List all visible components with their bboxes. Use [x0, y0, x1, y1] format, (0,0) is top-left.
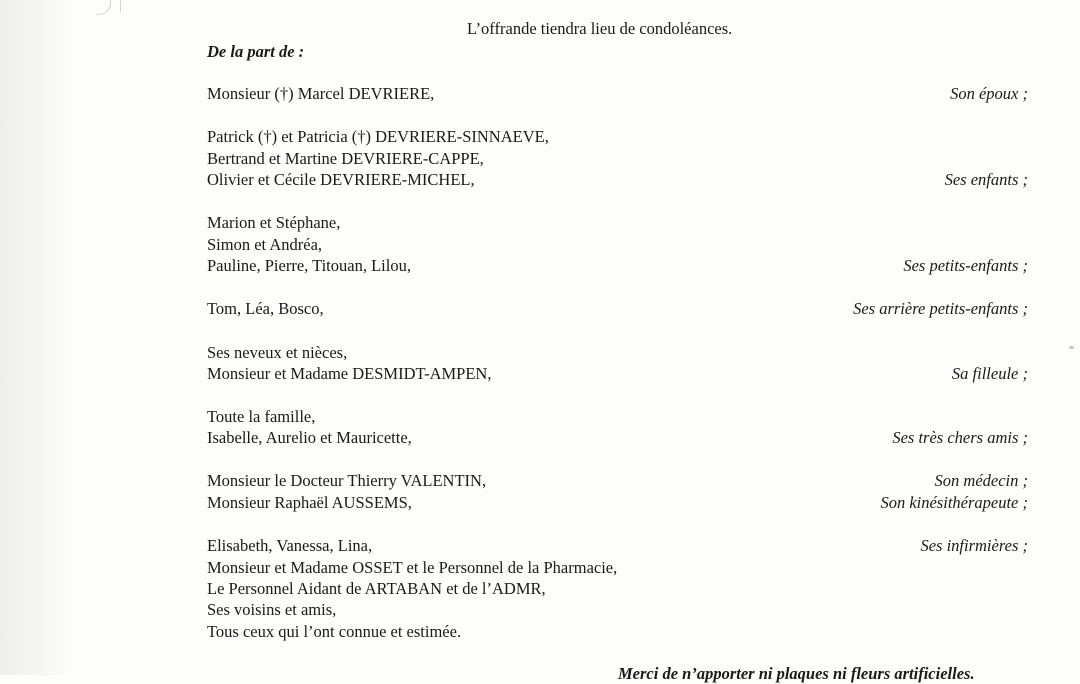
relationship-label: Ses très chers amis ; — [892, 428, 1028, 447]
family-name-line: Tous ceux qui l’ont connue et estimée. — [207, 622, 462, 641]
no-flowers-note: Merci de n’apporter ni plaques ni fleurs artificielles. — [618, 664, 975, 683]
family-name-line: Monsieur le Docteur Thierry VALENTIN, — [207, 471, 487, 490]
family-name-line: Ses voisins et amis, — [207, 600, 337, 619]
relationship-label: Son médecin ; — [934, 471, 1028, 490]
family-name-line: Bertrand et Martine DEVRIERE-CAPPE, — [207, 149, 484, 168]
family-name-line: Isabelle, Aurelio et Mauricette, — [207, 428, 412, 447]
family-name-line: Marion et Stéphane, — [207, 213, 341, 232]
family-name-line: Patrick (†) et Patricia (†) DEVRIERE-SINNAEVE, — [207, 127, 549, 146]
relationship-label: Son époux ; — [950, 84, 1028, 103]
offering-note: L’offrande tiendra lieu de condoléances. — [467, 19, 733, 38]
relationship-label: Ses enfants ; — [944, 170, 1028, 189]
family-name-line: Tom, Léa, Bosco, — [207, 299, 324, 318]
relationship-label: Ses arrière petits-enfants ; — [853, 299, 1028, 318]
relationship-label: Ses infirmières ; — [920, 536, 1028, 555]
scan-artifact-mark — [96, 0, 111, 15]
family-name-line: Olivier et Cécile DEVRIERE-MICHEL, — [207, 170, 475, 189]
family-name-line: Monsieur et Madame DESMIDT-AMPEN, — [207, 364, 492, 383]
family-name-line: Elisabeth, Vanessa, Lina, — [207, 536, 373, 555]
scan-dust-speck — [1069, 346, 1074, 349]
relationship-label: Ses petits-enfants ; — [903, 256, 1028, 275]
family-name-line: Monsieur Raphaël AUSSEMS, — [207, 493, 412, 512]
from-label: De la part de : — [207, 42, 305, 61]
scan-shadow-edge — [0, 0, 70, 675]
relationship-label: Sa filleule ; — [951, 364, 1028, 383]
relationship-label: Son kinésithérapeute ; — [880, 493, 1028, 512]
family-name-line: Toute la famille, — [207, 407, 316, 426]
family-name-line: Monsieur (†) Marcel DEVRIERE, — [207, 84, 435, 103]
family-name-line: Ses neveux et nièces, — [207, 343, 348, 362]
family-name-line: Simon et Andréa, — [207, 235, 323, 254]
family-name-line: Monsieur et Madame OSSET et le Personnel de la Pharmacie, — [207, 558, 618, 577]
scan-artifact-line — [120, 0, 121, 12]
family-name-line: Pauline, Pierre, Titouan, Lilou, — [207, 256, 411, 275]
family-name-line: Le Personnel Aidant de ARTABAN et de l’ADMR, — [207, 579, 546, 598]
